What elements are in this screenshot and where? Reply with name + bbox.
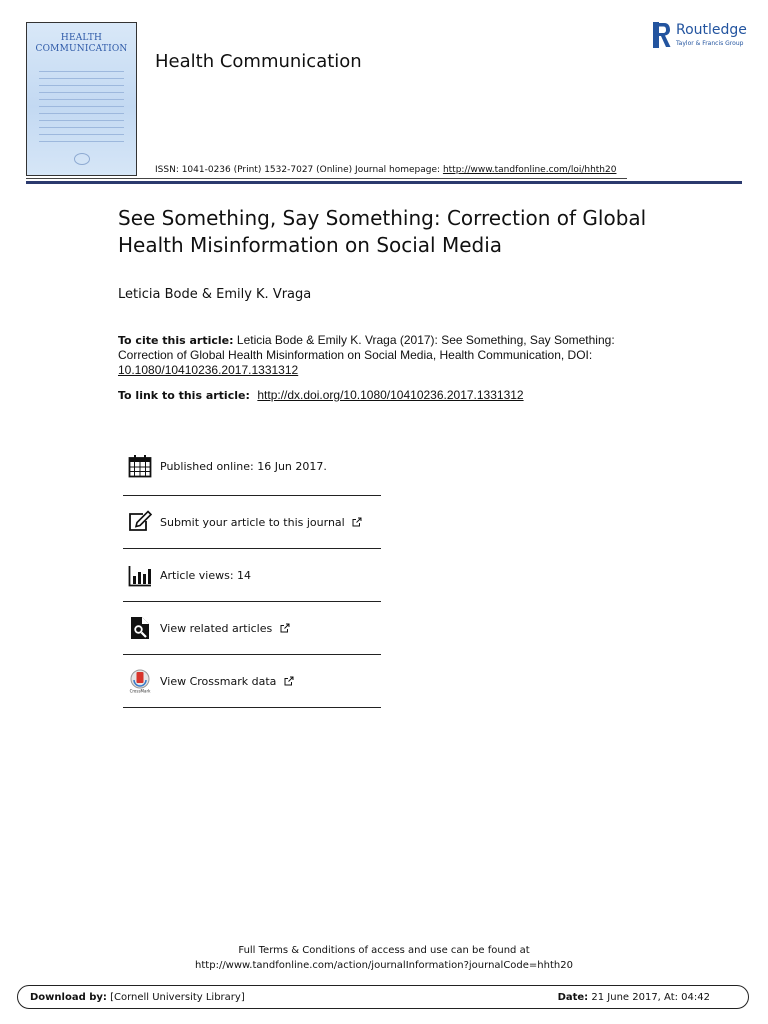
- info-published: [123, 437, 381, 496]
- journal-cover-image: [26, 22, 137, 176]
- header-divider-thin: [26, 178, 627, 179]
- download-date: [558, 992, 710, 1003]
- download-by: [30, 992, 245, 1003]
- terms-line-1: Full Terms & Conditions of access and use can be found at: [238, 945, 530, 956]
- related-articles-label: View related articles: [160, 621, 273, 635]
- journal-name: Health Communication: [155, 51, 362, 72]
- related-articles-link[interactable]: [160, 622, 290, 635]
- edit-icon: [128, 510, 152, 534]
- calendar-icon: [128, 454, 152, 478]
- search-document-icon: [128, 616, 152, 640]
- article-link-line: [118, 388, 524, 402]
- submit-article-link[interactable]: [160, 516, 362, 529]
- crossmark-label: View Crossmark data: [160, 674, 277, 688]
- publisher-name: Routledge: [676, 22, 747, 38]
- article-doi-url-link[interactable]: http://dx.doi.org/10.1080/10410236.2017.1331312: [257, 388, 524, 402]
- header-divider-thick: [26, 181, 742, 184]
- article-info-list: [123, 437, 381, 708]
- download-info-bar: [17, 985, 749, 1009]
- issn-text: ISSN: 1041-0236 (Print) 1532-7027 (Online) Journal homepage:: [155, 165, 441, 175]
- article-title: See Something, Say Something: Correction of Global Health Misinformation on Social Media: [118, 206, 647, 257]
- info-views: [123, 549, 381, 602]
- issn-line: [155, 165, 616, 175]
- published-date: Published online: 16 Jun 2017.: [160, 459, 327, 473]
- routledge-logo-icon: [653, 22, 671, 48]
- crossmark-icon: [128, 669, 152, 693]
- crossmark-logo-text: CrossMark: [129, 688, 151, 693]
- link-label: To link to this article:: [118, 389, 250, 402]
- cite-label: To cite this article:: [118, 334, 234, 347]
- cite-text: Leticia Bode & Emily K. Vraga (2017): See Something, Say Something: Correction of Global Health Misinformation on Social Media, Health Communication, DOI:: [118, 333, 615, 362]
- citation-block: [118, 333, 638, 378]
- article-authors: Leticia Bode & Emily K. Vraga: [118, 287, 312, 302]
- terms-url[interactable]: http://www.tandfonline.com/action/journalInformation?journalCode=hhth20: [195, 960, 573, 971]
- terms-notice: [0, 943, 768, 973]
- cover-decoration: [39, 71, 124, 148]
- download-label: Download by:: [30, 991, 107, 1003]
- info-related[interactable]: [123, 602, 381, 655]
- doi-link[interactable]: 10.1080/10410236.2017.1331312: [118, 363, 299, 377]
- journal-homepage-link[interactable]: http://www.tandfonline.com/loi/hhth20: [442, 165, 617, 175]
- external-link-icon: [280, 623, 290, 633]
- crossmark-link[interactable]: [160, 675, 294, 688]
- info-submit[interactable]: [123, 496, 381, 549]
- external-link-icon: [352, 517, 362, 527]
- download-institution: [Cornell University Library]: [110, 991, 245, 1003]
- date-label: Date:: [557, 991, 589, 1003]
- article-views: Article views: 14: [160, 568, 252, 582]
- external-link-icon: [284, 676, 294, 686]
- submit-article-label: Submit your article to this journal: [160, 515, 345, 529]
- bar-chart-icon: [128, 563, 152, 587]
- date-value: 21 June 2017, At: 04:42: [591, 991, 710, 1003]
- publisher-group: Taylor & Francis Group: [676, 40, 744, 47]
- publisher-logo: [653, 20, 748, 50]
- info-crossmark[interactable]: [123, 655, 381, 708]
- cover-title: HEALTH COMMUNICATION: [35, 33, 128, 54]
- cover-seal: [74, 153, 90, 165]
